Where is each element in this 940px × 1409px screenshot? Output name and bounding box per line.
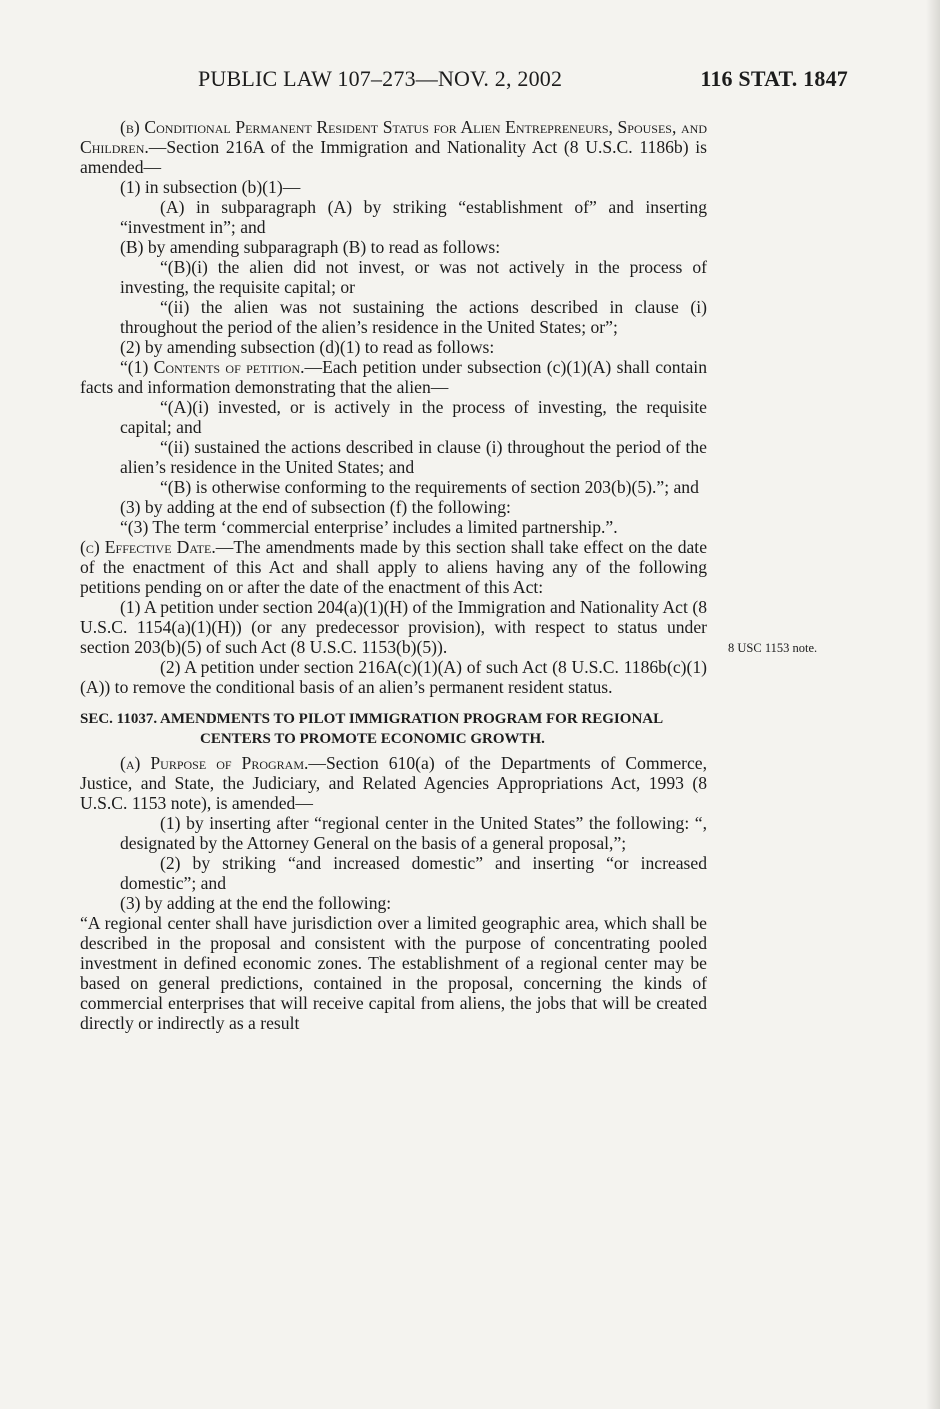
scan-edge-shadow xyxy=(926,0,940,1409)
paragraph: (2) A petition under section 216A(c)(1)(A) of such Act (8 U.S.C. 1186b(c)(1)(A)) to remove the conditional basis of an alien’s permanent resident status. xyxy=(80,657,707,697)
subsection-a-text: —Section 610(a) of the Departments of Commerce, Justice, and State, the Judiciary, and Related Agencies Appropriations Act, 1993 (8 U.S.C. 1153 note), is amended— xyxy=(80,753,708,813)
paragraph: “(B) is otherwise conforming to the requirements of section 203(b)(5).”; and xyxy=(160,477,699,497)
paragraph: (1) A petition under section 204(a)(1)(H) of the Immigration and Nationality Act (8 U.S.C. 1154(a)(1)(H)) (or any predecessor provision), with respect to status under section 203(b)(5) of such Act (8 U.S.C. 1153(b)(5)). xyxy=(80,597,707,657)
quoted-text: —Each petition under subsection (c)(1)(A) shall contain facts and information demonstrating that the alien— xyxy=(80,357,707,397)
paragraph: (2) by striking “and increased domestic” and inserting “or increased domestic”; and xyxy=(120,853,707,893)
subsection-c-heading: (c) Effective Date. xyxy=(80,537,216,557)
paragraph: (3) by adding at the end of subsection (f) the following: xyxy=(120,497,511,517)
paragraph: (B) by amending subparagraph (B) to read as follows: xyxy=(120,237,501,257)
subsection-a-heading: (a) Purpose of Program. xyxy=(120,753,309,773)
subsection-c-lead xyxy=(80,537,707,597)
paragraph: (3) by adding at the end the following: xyxy=(120,893,392,913)
paragraph: “(B)(i) the alien did not invest, or was not actively in the process of investing, the requisite capital; or xyxy=(120,257,707,297)
paragraph: (1) by inserting after “regional center in the United States” the following: “, designated by the Attorney General on the basis of a general proposal,”; xyxy=(120,813,707,853)
quoted-heading: “(1) Contents of petition. xyxy=(120,357,305,377)
subsection-b-text: —Section 216A of the Immigration and Nationality Act (8 U.S.C. 1186b) is amended— xyxy=(80,137,707,177)
paragraph: (A) in subparagraph (A) by striking “establishment of” and inserting “investment in”; and xyxy=(120,197,707,237)
paragraph: “(3) The term ‘commercial enterprise’ includes a limited partnership.”. xyxy=(120,517,618,537)
running-header-title: PUBLIC LAW 107–273—NOV. 2, 2002 xyxy=(198,66,563,91)
subsection-c-text: —The amendments made by this section shall take effect on the date of the enactment of this Act and shall apply to aliens having any of the following petitions pending on or after the date of the enactment of this Act: xyxy=(80,537,708,597)
running-header-stat: 116 STAT. 1847 xyxy=(700,66,848,91)
paragraph: (1) in subsection (b)(1)— xyxy=(120,177,301,197)
quoted-block: “A regional center shall have jurisdiction over a limited geographic area, which shall be described in the proposal and consistent with the purpose of concentrating pooled investment in defined economic zones. The establishment of a regional center may be based on general predictions, contained in the proposal, concerning the kinds of commercial enterprises that will receive capital from aliens, the jobs that will be created directly or indirectly as a result xyxy=(80,913,707,1033)
margin-citation-note: 8 USC 1153 note. xyxy=(728,641,818,655)
section-heading: SEC. 11037. AMENDMENTS TO PILOT IMMIGRATION PROGRAM FOR REGIONAL CENTERS TO PROMOTE ECONOMIC GROWTH. xyxy=(80,711,663,747)
paragraph: “(A)(i) invested, or is actively in the process of investing, the requisite capital; and xyxy=(120,397,707,437)
paragraph: “(ii) sustained the actions described in clause (i) throughout the period of the alien’s residence in the United States; and xyxy=(120,437,707,477)
subsection-b-heading: (b) Conditional Permanent Resident Status for Alien Entrepreneurs, Spouses, and Children. xyxy=(80,117,707,157)
paragraph: “(ii) the alien was not sustaining the actions described in clause (i) throughout the period of the alien’s residence in the United States; or”; xyxy=(120,297,707,337)
quoted-paragraph xyxy=(80,357,707,397)
subsection-b-lead xyxy=(80,117,707,177)
law-text-body xyxy=(80,117,707,1033)
subsection-a-lead xyxy=(80,753,707,813)
paragraph: (2) by amending subsection (d)(1) to read as follows: xyxy=(120,337,495,357)
